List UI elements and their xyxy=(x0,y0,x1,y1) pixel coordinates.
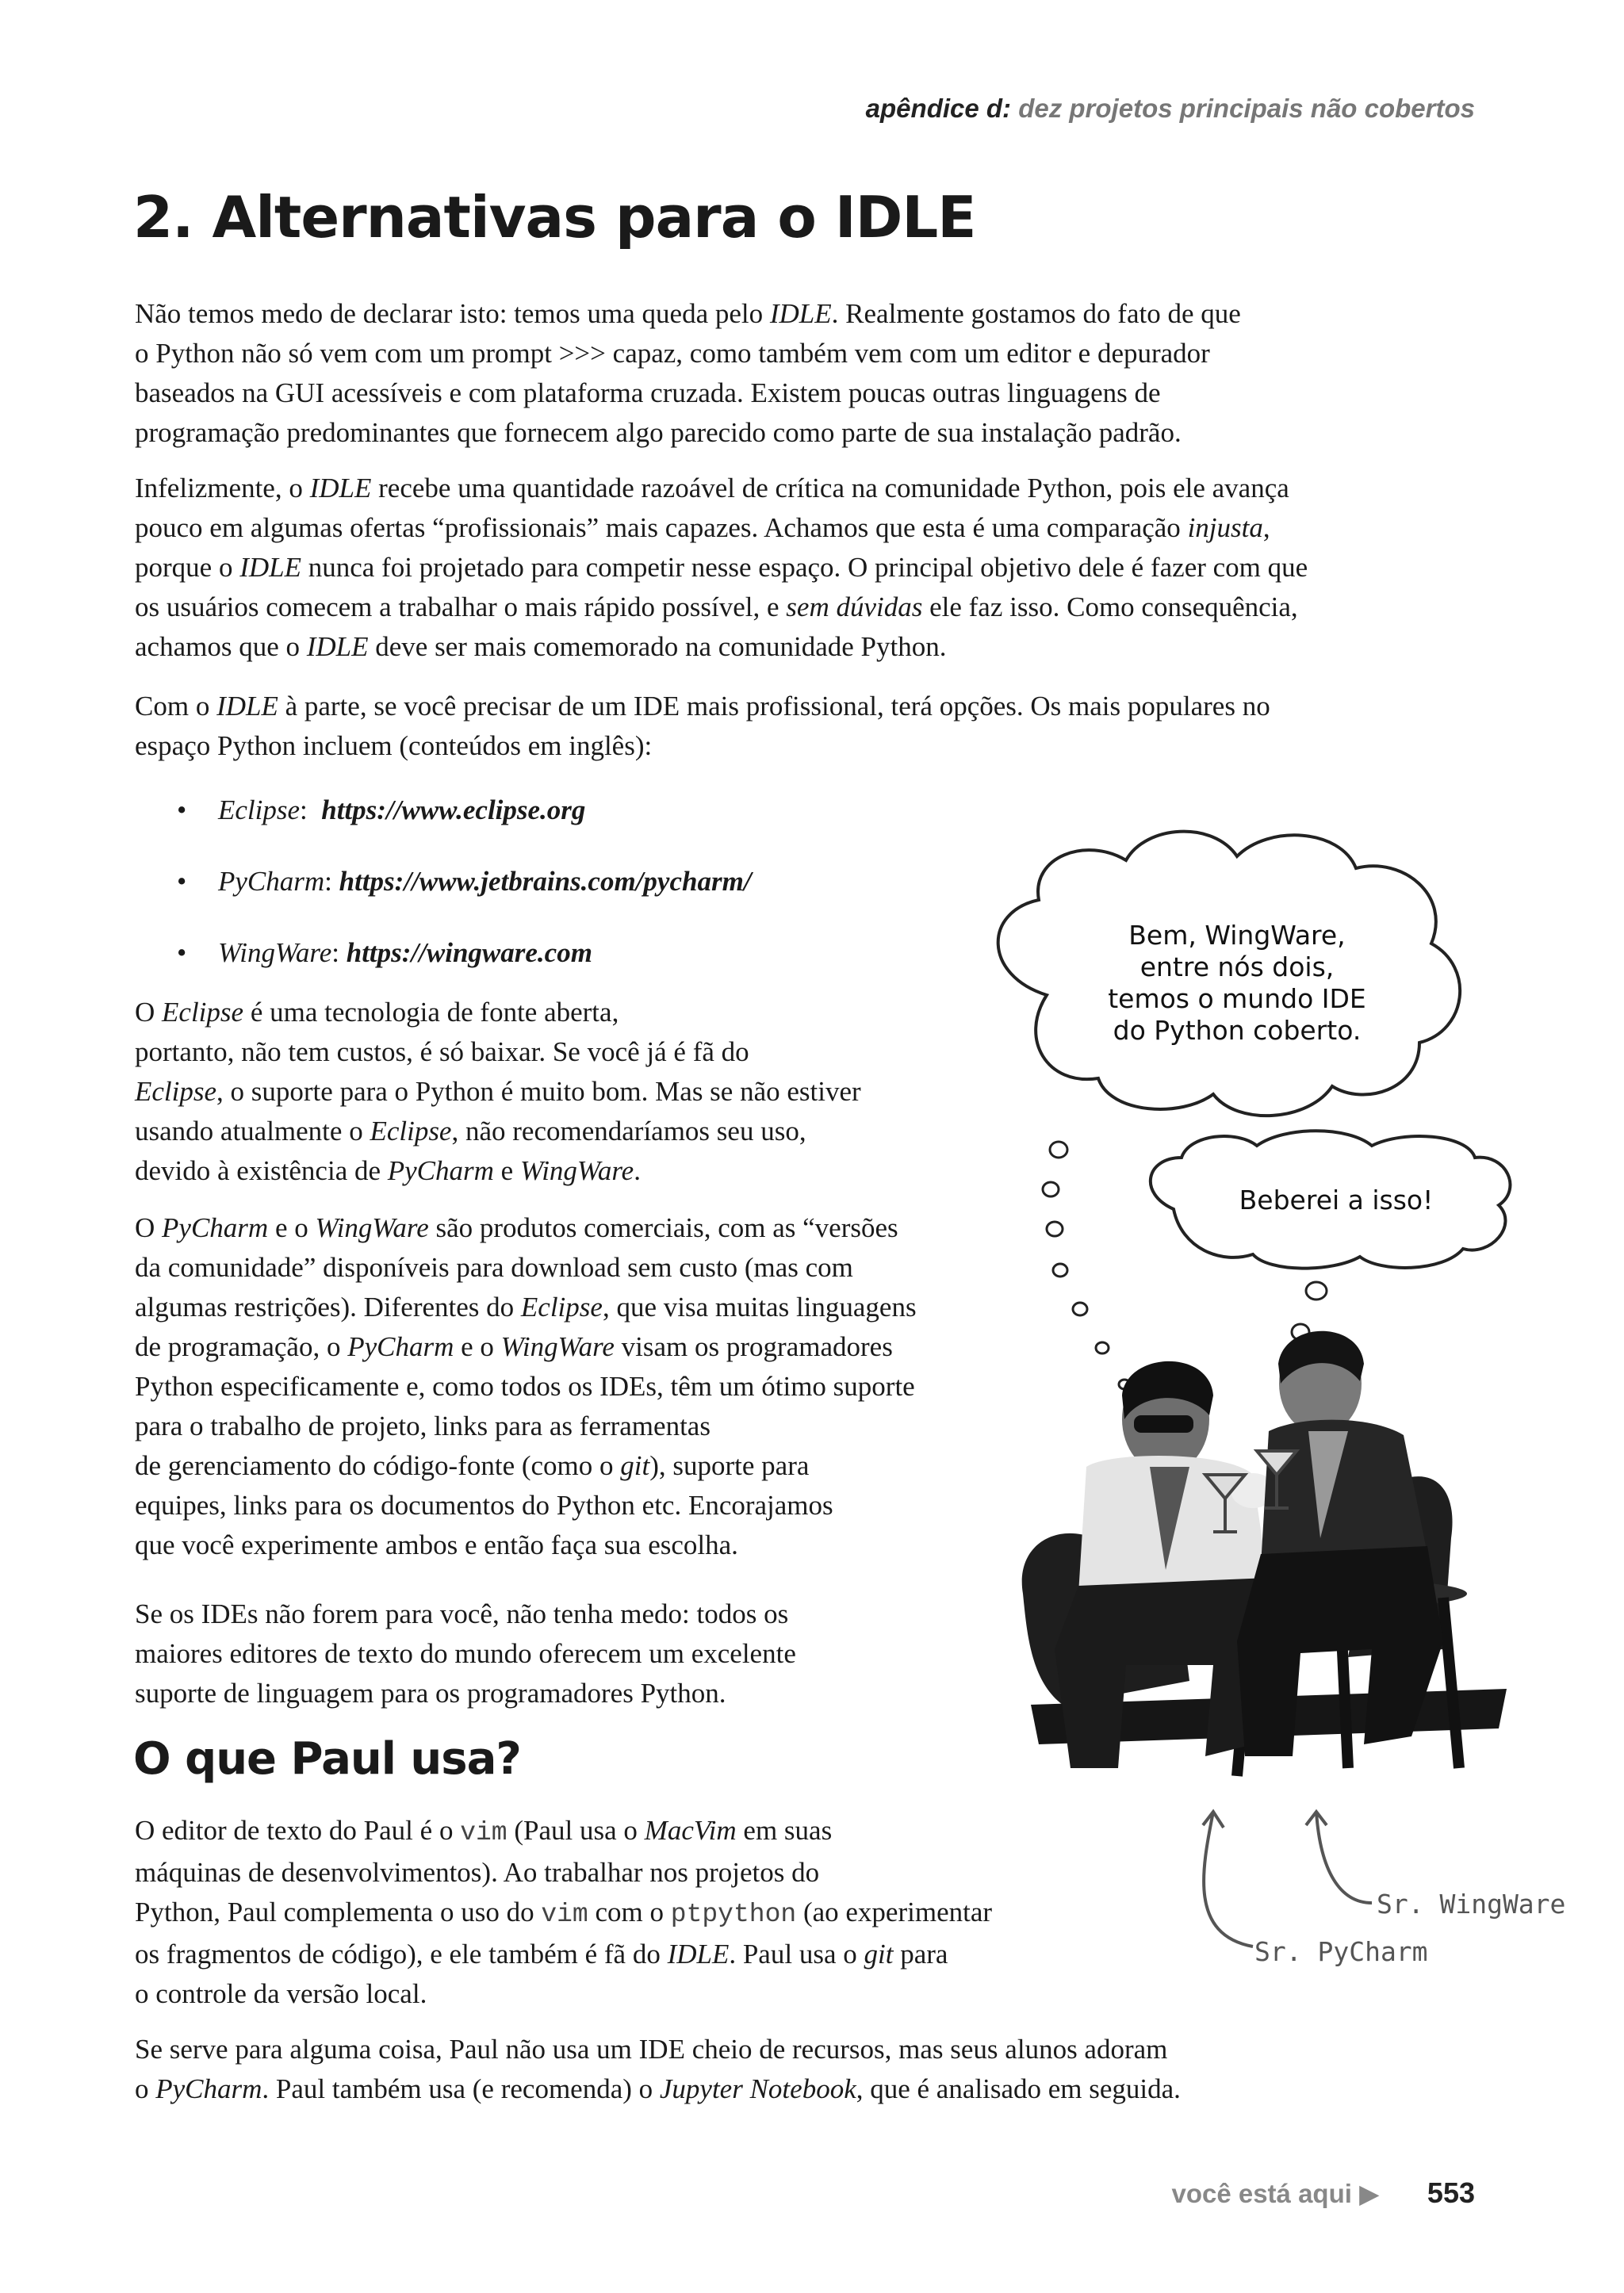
wingware-link[interactable]: https://wingware.com xyxy=(346,937,592,968)
text-line: achamos que o IDLE deve ser mais comemorado na comunidade Python. xyxy=(135,631,947,662)
page-number: 553 xyxy=(1427,2176,1475,2209)
bubble-text-2: Beberei a isso! xyxy=(1239,1185,1434,1215)
text-line: o Python não só vem com um prompt >>> capaz, como também vem com um editor e depurador xyxy=(135,338,1210,369)
text-line: portanto, não tem custos, é só baixar. Se você já é fã do xyxy=(135,1036,749,1067)
text-line: Não temos medo de declarar isto: temos uma queda pelo IDLE. Realmente gostamos do fato de que xyxy=(135,298,1241,329)
text-line: Eclipse, o suporte para o Python é muito bom. Mas se não estiver xyxy=(135,1076,861,1107)
text-line: o PyCharm. Paul também usa (e recomenda) o Jupyter Notebook, que é analisado em seguida. xyxy=(135,2073,1181,2104)
pycharm-link[interactable]: https://www.jetbrains.com/pycharm/ xyxy=(339,866,752,897)
section-title: 2. Alternativas para o IDLE xyxy=(133,184,976,251)
text-line: espaço Python incluem (conteúdos em inglês): xyxy=(135,730,653,761)
label-wingware: Sr. WingWare xyxy=(1377,1889,1566,1920)
text-line: algumas restrições). Diferentes do Eclipse, que visa muitas linguagens xyxy=(135,1292,917,1323)
subsection-title: O que Paul usa? xyxy=(133,1733,521,1785)
text-line: de programação, o PyCharm e o WingWare visam os programadores xyxy=(135,1331,893,1362)
appendix-label: apêndice d: xyxy=(865,94,1012,123)
photo-two-men xyxy=(1022,1331,1507,1776)
paragraph-7: O editor de texto do Paul é o vim (Paul usa o MacVim em suas máquinas de desenvolvimentos). Ao trabalhar nos projetos do Python, Paul complementa o uso do vim com o ptpython (ao experimentar os fragmentos de código), e ele também é fã do IDLE. Paul usa o git para o controle da versão local. xyxy=(135,1815,993,2009)
text-line: para o trabalho de projeto, links para as ferramentas xyxy=(135,1411,710,1441)
text-line: de gerenciamento do código-fonte (como o git), suporte para xyxy=(135,1450,810,1481)
list-item: • Eclipse: https://www.eclipse.org xyxy=(177,794,586,825)
you-are-here: você está aqui ▶ xyxy=(1171,2179,1380,2208)
text-line: que você experimente ambos e então faça sua escolha. xyxy=(135,1529,738,1560)
thought-trail-1 xyxy=(1043,1142,1130,1389)
text-line: Python especificamente e, como todos os IDEs, têm um ótimo suporte xyxy=(135,1371,915,1402)
text-line: Se os IDEs não forem para você, não tenha medo: todos os xyxy=(135,1598,789,1629)
appendix-subtitle: dez projetos principais não cobertos xyxy=(1018,94,1475,123)
text-line: pouco em algumas ofertas “profissionais” mais capazes. Achamos que esta é uma comparação injusta, xyxy=(135,512,1270,543)
text-line: Se serve para alguma coisa, Paul não usa um IDE cheio de recursos, mas seus alunos adoram xyxy=(135,2034,1168,2065)
eclipse-link[interactable]: https://www.eclipse.org xyxy=(321,794,586,825)
page-footer xyxy=(1171,2176,1475,2210)
bubble-text-1: Bem, WingWare, entre nós dois, temos o mundo IDE do Python coberto. xyxy=(1108,920,1366,1046)
text-line: baseados na GUI acessíveis e com plataforma cruzada. Existem poucas outras linguagens de xyxy=(135,377,1161,408)
label-pycharm: Sr. PyCharm xyxy=(1254,1936,1428,1967)
text-line: suporte de linguagem para os programadores Python. xyxy=(135,1678,726,1709)
text-line: os usuários comecem a trabalhar o mais rápido possível, e sem dúvidas ele faz isso. Como consequência, xyxy=(135,591,1298,622)
text-line: da comunidade” disponíveis para download sem custo (mas com xyxy=(135,1252,853,1283)
arrow-pycharm xyxy=(1204,1812,1253,1947)
text-line: Infelizmente, o IDLE recebe uma quantidade razoável de crítica na comunidade Python, pois ele avança xyxy=(135,473,1289,503)
text-line: Com o IDLE à parte, se você precisar de um IDE mais profissional, terá opções. Os mais populares no xyxy=(135,691,1270,722)
list-item: • PyCharm: https://www.jetbrains.com/pycharm/ xyxy=(177,866,752,897)
text-line: O PyCharm e o WingWare são produtos comerciais, com as “versões xyxy=(135,1212,898,1243)
text-line: devido à existência de PyCharm e WingWare. xyxy=(135,1155,641,1186)
list-item: • WingWare: https://wingware.com xyxy=(177,937,592,968)
arrow-wingware xyxy=(1316,1812,1372,1903)
text-line: equipes, links para os documentos do Python etc. Encorajamos xyxy=(135,1490,833,1521)
text-line: porque o IDLE nunca foi projetado para competir nesse espaço. O principal objetivo dele é fazer com que xyxy=(135,552,1308,583)
text-line: maiores editores de texto do mundo oferecem um excelente xyxy=(135,1638,796,1669)
text-line: O Eclipse é uma tecnologia de fonte aberta, xyxy=(135,997,619,1028)
text-line: usando atualmente o Eclipse, não recomendaríamos seu uso, xyxy=(135,1116,806,1146)
text-line: programação predominantes que fornecem algo parecido como parte de sua instalação padrão. xyxy=(135,417,1182,448)
